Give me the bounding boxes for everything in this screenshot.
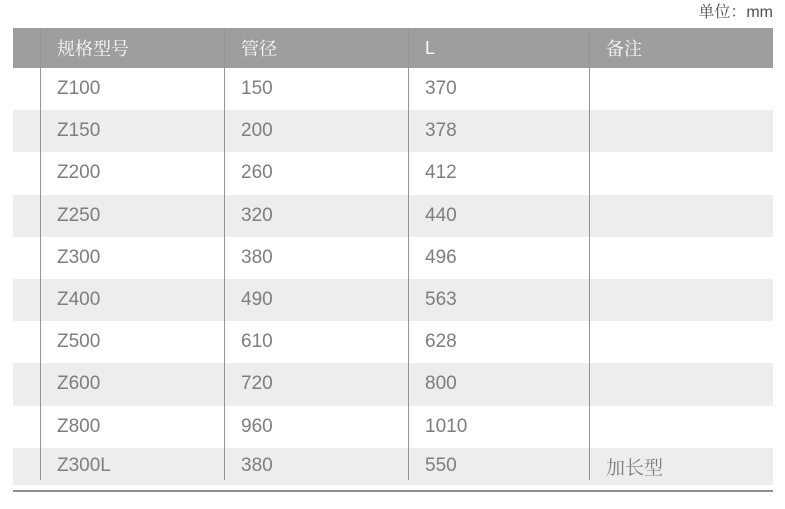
cell-model: Z300 <box>57 246 101 268</box>
column-header-note: 备注 <box>606 39 642 59</box>
table-row <box>13 363 773 405</box>
cell-length: 412 <box>425 162 457 184</box>
cell-diameter: 260 <box>241 162 273 184</box>
cell-diameter: 200 <box>241 120 273 142</box>
column-header-length: L <box>425 37 436 58</box>
cell-model: Z100 <box>57 78 101 100</box>
cell-note: 加长型 <box>606 457 664 479</box>
table-row <box>13 237 773 279</box>
table-header-row <box>13 28 773 68</box>
cell-diameter: 720 <box>241 373 273 395</box>
cell-diameter: 380 <box>241 246 273 268</box>
cell-length: 563 <box>425 289 457 311</box>
spec-table <box>13 28 773 485</box>
column-divider <box>408 29 409 480</box>
cell-model: Z150 <box>57 120 101 142</box>
cell-length: 550 <box>425 455 457 477</box>
table-row <box>13 195 773 237</box>
cell-length: 440 <box>425 204 457 226</box>
cell-length: 1010 <box>425 415 468 437</box>
table-row <box>13 321 773 363</box>
table-row <box>13 406 773 448</box>
cell-model: Z600 <box>57 373 101 395</box>
column-divider <box>589 29 590 480</box>
table-row <box>13 110 773 152</box>
cell-diameter: 960 <box>241 415 273 437</box>
column-header-model: 规格型号 <box>57 39 129 59</box>
table-row <box>13 448 773 485</box>
cell-model: Z500 <box>57 331 101 353</box>
cell-diameter: 380 <box>241 455 273 477</box>
column-divider <box>224 29 225 480</box>
unit-label: 单位：mm <box>698 4 773 21</box>
column-header-diameter: 管径 <box>241 39 277 59</box>
cell-diameter: 490 <box>241 289 273 311</box>
cell-diameter: 320 <box>241 204 273 226</box>
cell-length: 800 <box>425 373 457 395</box>
cell-diameter: 150 <box>241 78 273 100</box>
column-divider <box>40 29 41 480</box>
cell-model: Z800 <box>57 415 101 437</box>
table-row <box>13 152 773 194</box>
table-bottom-border <box>13 490 773 492</box>
cell-model: Z300L <box>57 455 111 477</box>
cell-length: 628 <box>425 331 457 353</box>
cell-length: 370 <box>425 78 457 100</box>
cell-model: Z400 <box>57 289 101 311</box>
cell-length: 378 <box>425 120 457 142</box>
cell-model: Z200 <box>57 162 101 184</box>
table-body <box>13 68 773 485</box>
cell-length: 496 <box>425 246 457 268</box>
cell-diameter: 610 <box>241 331 273 353</box>
table-row <box>13 279 773 321</box>
table-row <box>13 68 773 110</box>
cell-model: Z250 <box>57 204 101 226</box>
